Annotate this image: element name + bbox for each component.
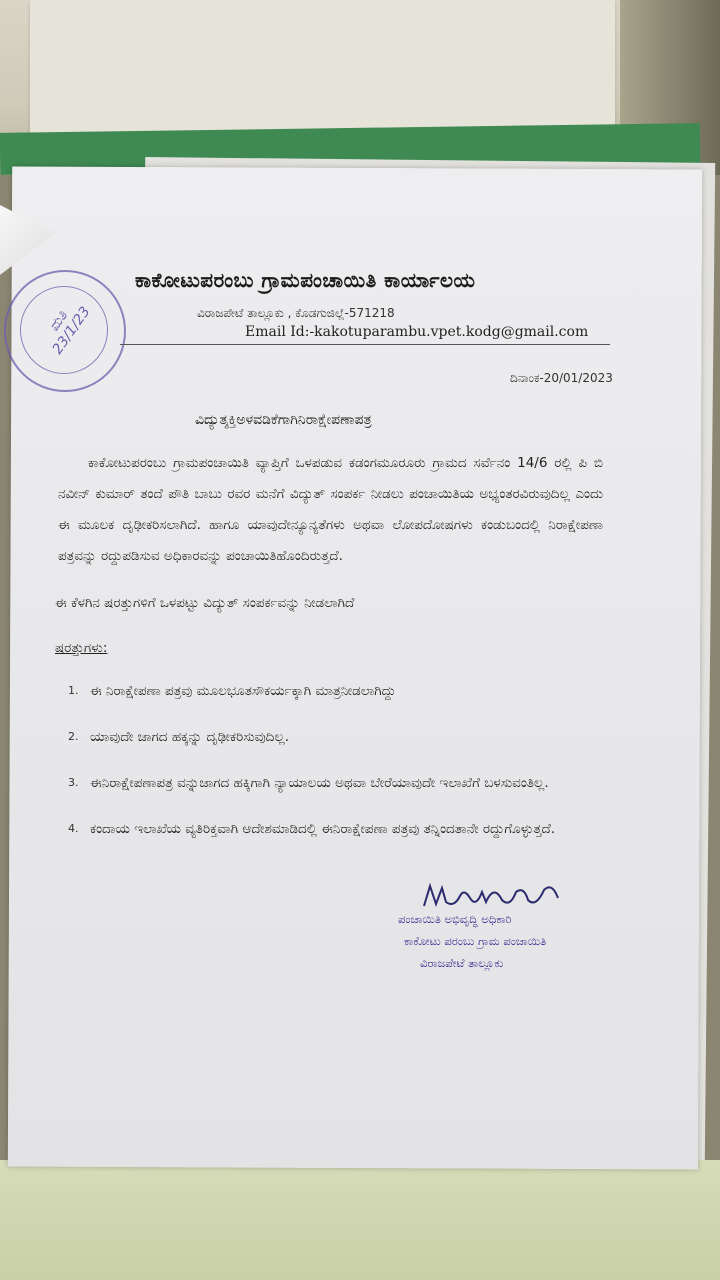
office-email: Email Id:-kakotuparambu.vpet.kodg@gmail.com xyxy=(245,324,589,340)
conditions-list xyxy=(68,674,588,858)
condition-item xyxy=(68,812,588,846)
condition-item xyxy=(68,766,588,800)
condition-text: ಈ ನಿರಾಕ್ಷೇಪಣಾ ಪತ್ರವು ಮೂಲಭೂತಸೌಕರ್ಯಕ್ಕಾಗಿ ಮಾತ್ರನೀಡಲಾಗಿದ್ದು xyxy=(90,683,396,699)
office-title: ಕಾಕೋಟುಪರಂಬು ಗ್ರಾಮಪಂಚಾಯಿತಿ ಕಾರ್ಯಾಲಯ xyxy=(135,268,476,292)
background-paper xyxy=(30,0,615,135)
stamp-handwriting: ಮತಿ 23/1/23 xyxy=(45,303,94,358)
condition-text: ಯಾವುದೇ ಜಾಗದ ಹಕ್ಕನ್ನು ದೃಢೀಕರಿಸುವುದಿಲ್ಲ. xyxy=(90,729,290,745)
signatory-stamp xyxy=(398,908,618,974)
condition-item xyxy=(68,720,588,754)
condition-number: 3. xyxy=(68,776,79,789)
condition-number: 1. xyxy=(68,684,79,697)
office-seal-stamp xyxy=(4,270,126,392)
condition-text: ಕಂದಾಯ ಇಲಾಖೆಯ ವ್ಯತಿರಿಕ್ತವಾಗಿ ಆದೇಶಮಾಡಿದಲ್ಲಿ ಈನಿರಾಕ್ಷೇಪಣಾ ಪತ್ರವು ತನ್ನಿಂದತಾನೇ ರದ್ದುಗೊಳ್ಳುತ್ತದೆ. xyxy=(90,821,556,837)
condition-number: 4. xyxy=(68,822,79,835)
signatory-office: ಕಾಕೋಟು ಪರಂಬು ಗ್ರಾಮ ಪಂಚಾಯಿತಿ xyxy=(404,934,547,948)
condition-number: 2. xyxy=(68,730,79,743)
bottom-surface xyxy=(0,1160,720,1280)
signatory-taluk: ವಿರಾಜಪೇಟೆ ತಾಲ್ಲೂಕು xyxy=(420,956,504,970)
conditions-intro: ಈ ಕೆಳಗಿನ ಷರತ್ತುಗಳಿಗೆ ಒಳಪಟ್ಟು ವಿದ್ಯುತ್ ಸಂಪರ್ಕವನ್ನು ನೀಡಲಾಗಿದೆ xyxy=(55,595,355,611)
condition-text: ಈನಿರಾಕ್ಷೇಪಣಾಪತ್ರ ವನ್ನುಜಾಗದ ಹಕ್ಕಿಗಾಗಿ ನ್ಯಾಯಾಲಯ ಅಥವಾ ಬೇರೆಯಾವುದೇ ಇಲಾಖೆಗೆ ಬಳಸುವಂತಿಲ್ಲ. xyxy=(90,775,549,791)
signatory-designation: ಪಂಚಾಯಿತಿ ಅಭಿವೃದ್ಧಿ ಅಧಿಕಾರಿ xyxy=(398,912,512,926)
condition-item xyxy=(68,674,588,708)
body-paragraph xyxy=(58,448,603,572)
letter-subject: ವಿದ್ಯುತ್ಶಕ್ತಿಅಳವಡಿಕೆಗಾಗಿನಿರಾಕ್ಷೇಪಣಾಪತ್ರ xyxy=(195,412,372,428)
body-paragraph-text: ಕಾಕೋಟುಪರಂಬು ಗ್ರಾಮಪಂಚಾಯಿತಿ ವ್ಯಾಪ್ತಿಗೆ ಒಳಪಡುವ ಕಡಂಗಮೂರೂರು ಗ್ರಾಮದ ಸರ್ವೆನಂ 14/6 ರಲ್ಲಿ ಪಿ ಬಿ ನವೀನ್ ಕುಮಾರ್ ತಂದೆ ಪೌತಿ ಬಾಬು ರವರ ಮನೆಗೆ ವಿದ್ಯುತ್ ಸಂಪರ್ಕ ನೀಡಲು ಪಂಚಾಯಿತಿಯ ಅಭ್ಯಂತರವಿರುವುದಿಲ್ಲ ಎಂದು ಈ ಮೂಲಕ ದೃಢೀಕರಿಸಲಾಗಿದೆ. ಹಾಗೂ ಯಾವುದೇನ್ಯೂನ್ಯತೆಗಳು ಅಥವಾ ಲೋಪದೋಷಗಳು ಕಂಡುಬಂದಲ್ಲಿ ನಿರಾಕ್ಷೇಪಣಾ ಪತ್ರವನ್ನು ರದ್ದುಪಡಿಸುವ ಅಧಿಕಾರವನ್ನು ಪಂಚಾಯಿತಿಹೊಂದಿರುತ್ತದೆ. xyxy=(58,455,603,564)
conditions-heading: ಷರತ್ತುಗಳು: xyxy=(55,640,108,656)
letter-date: ದಿನಾಂಕ-20/01/2023 xyxy=(510,371,613,385)
office-address: ವಿರಾಜಪೇಟೆ ತಾಲ್ಲೂಕು , ಕೊಡಗುಜಿಲ್ಲೆ-571218 xyxy=(197,306,395,320)
letterhead-divider xyxy=(120,344,610,345)
